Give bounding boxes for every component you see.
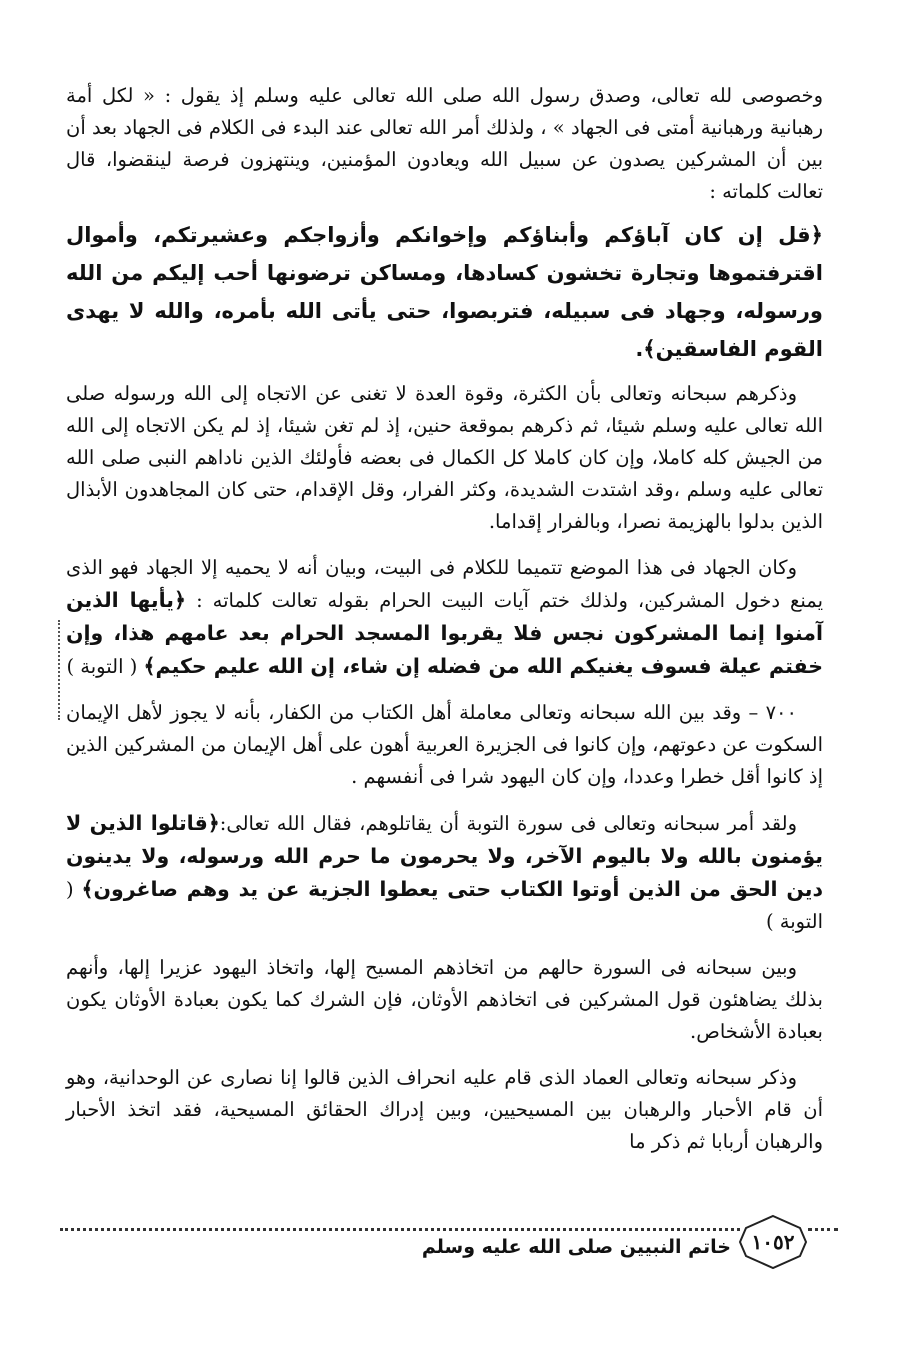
paragraph-2: وذكرهم سبحانه وتعالى بأن الكثرة، وقوة العدة لا تغنى عن الاتجاه إلى الله ورسوله صلى الله تعالى عليه وسلم شيئا، ثم ذكرهم بموقعة حنين، إذ لم تغن شيئا، إذ لم يكن الاتجاه إلى الله من الجيش كله كاملا، وإن كان كاملا كل الكمال فى بعضه فأولئك الذين ناداهم النبى صلى الله تعالى عليه وسلم ،وقد اشتدت الشديدة، وكثر الفرار، وقل الإقدام، حتى كان المجاهدون الأبذال الذين بدلوا بالهزيمة نصرا، وبالفرار إقداما.: [66, 382, 823, 533]
quran-verse-3: ﴿قاتلوا الذين لا يؤمنون بالله ولا باليوم الآخر، ولا يحرمون ما حرم الله ورسوله، ولا يدينون دين الحق من الذين أوتوا الكتاب حتى يعطوا الجزية عن يد وهم صاغرون﴾: [66, 811, 823, 901]
paragraph-3: [66, 552, 823, 683]
running-title: خاتم النبيين صلى الله عليه وسلم: [421, 1236, 731, 1258]
margin-marker-line: [58, 620, 60, 720]
page-number: ١٠٥٢: [751, 1230, 795, 1254]
verse-2-reference: ( التوبة ): [66, 655, 138, 678]
quran-verse-1: ﴿قل إن كان آباؤكم وأبناؤكم وإخوانكم وأزواجكم وعشيرتكم، وأموال اقترفتموها وتجارة تخشون كسادها، ومساكن ترضونها أحب إليكم من الله ورسوله، وجهاد فى سبيله، فتربصوا، حتى يأتى الله بأمره، والله لا يهدى القوم الفاسقين﴾.: [66, 223, 823, 361]
paragraph-7: وذكر سبحانه وتعالى العماد الذى قام عليه انحراف الذين قالوا إنا نصارى عن الوحدانية، وهو أن قام الأحبار والرهبان بين المسيحيين، وبين إدراك الحقائق المسيحية، فقد اتخذ الأحبار والرهبان أربابا ثم ذكر ما: [66, 1066, 823, 1153]
paragraph-6: وبين سبحانه فى السورة حالهم من اتخاذهم المسيح إلها، واتخاذ اليهود عزيرا إلها، وأنهم بذلك يضاهئون قول المشركين فى اتخاذهم الأوثان، فإن الشرك كما يكون بعبادة الأوثان يكون بعبادة الأشخاص.: [66, 956, 823, 1043]
paragraph-5-text: ولقد أمر سبحانه وتعالى فى سورة التوبة أن يقاتلوهم، فقال الله تعالى:: [219, 812, 797, 835]
quran-verse-2: ﴿يأيها الذين آمنوا إنما المشركون نجس فلا يقربوا المسجد الحرام بعد عامهم هذا، وإن خفتم عيلة فسوف يغنيكم الله من فضله إن شاء، إن الله عليم حكيم﴾: [66, 588, 823, 678]
page-number-badge: [738, 1214, 808, 1270]
footer-dotted-rule-left: [60, 1228, 740, 1231]
paragraph-4: ٧٠٠ – وقد بين الله سبحانه وتعالى معاملة أهل الكتاب من الكفار، بأنه لا يجوز لأهل الإيمان السكوت عن دعوتهم، وإن كانوا فى الجزيرة العربية أهون على أهل الإيمان من المشركين الذين إذ كانوا أقل خطرا وعددا، وإن كان اليهود شرا فى أنفسهم .: [66, 701, 823, 788]
paragraph-1: وخصوصى لله تعالى، وصدق رسول الله صلى الله تعالى عليه وسلم إذ يقول : « لكل أمة رهبانية ورهبانية أمتى فى الجهاد » ، ولذلك أمر الله تعالى عند البدء فى الكلام فى الجهاد بعد أن بين أن المشركين يصدون عن سبيل الله ويعادون المؤمنين، وينتهزون فرصة لينقضوا، قال تعالت كلماته :: [66, 84, 823, 203]
page-body: [66, 80, 823, 1162]
paragraph-3-text: وكان الجهاد فى هذا الموضع تتميما للكلام فى البيت، وبيان أنه لا يحميه إلا الجهاد فهو الذى يمنع دخول المشركين، ولذلك ختم آيات البيت الحرام بقوله تعالت كلماته :: [66, 556, 824, 612]
verse-3-reference: ( التوبة ): [66, 878, 823, 933]
footer-dotted-rule-right: [808, 1228, 838, 1231]
paragraph-5: [66, 807, 823, 938]
